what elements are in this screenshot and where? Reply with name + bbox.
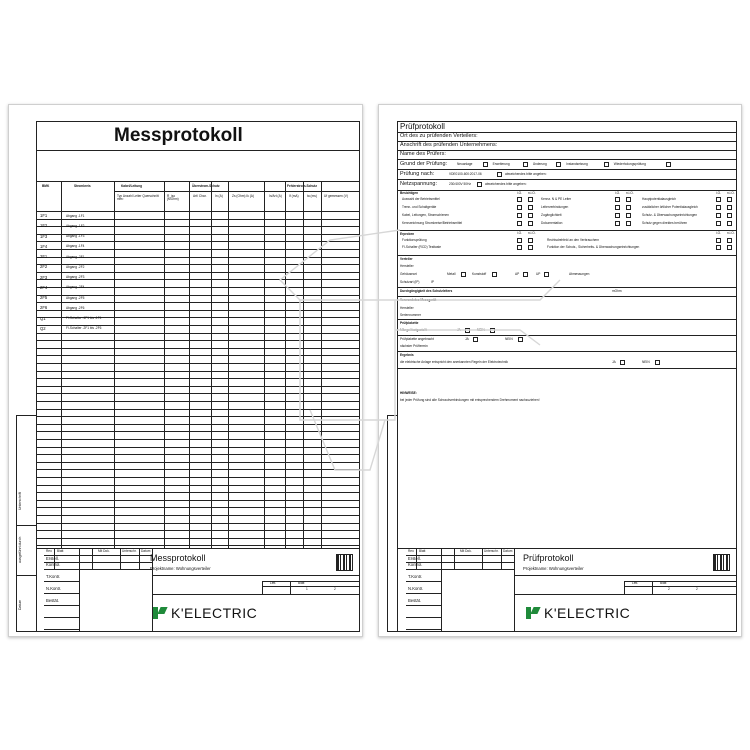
footer-lett: Lett. <box>270 581 277 585</box>
table-row-line <box>36 302 360 303</box>
opt-metall: Metall <box>447 272 456 276</box>
opt-nein: NEIN <box>642 360 650 364</box>
opt-up: UP <box>536 272 541 276</box>
checkbox[interactable] <box>604 162 609 167</box>
sub-if: If (mA) <box>289 194 299 198</box>
brand-mark-icon <box>153 606 167 620</box>
field-netzspannung: Netzspannung: <box>400 181 437 187</box>
table-row-line <box>36 310 360 311</box>
field-schutzart: Schutzart (IP) <box>400 280 420 284</box>
section-messgeraet: Verwendetes Messgerät <box>400 298 437 302</box>
checkbox[interactable] <box>528 238 533 243</box>
table-row-line <box>36 241 360 242</box>
footer-head: Datum <box>141 549 151 553</box>
field-name: Name des Prüfers: <box>400 151 446 157</box>
row-desc: Abgang -1F4 <box>66 244 85 249</box>
row-desc: Abgang -2F5 <box>66 295 85 300</box>
row-bmk: Q2 <box>40 325 46 331</box>
sub-ugemessen: Uf gemessen (V) <box>324 194 348 198</box>
table-col-line <box>114 181 115 548</box>
checkbox[interactable] <box>518 337 523 342</box>
besichtigen-item: Zugänglichkeit <box>541 213 562 217</box>
besichtigen-item: Leiterverbindungen <box>541 205 569 209</box>
checkbox[interactable] <box>523 272 528 277</box>
table-row-line <box>36 393 360 394</box>
row-desc: Abgang -1F2 <box>66 223 85 228</box>
form-line <box>397 150 737 151</box>
checkbox[interactable] <box>727 221 732 226</box>
section-hinweise: HINWEISE: <box>400 391 417 395</box>
col-fehlerstrom: Fehlerstrom-Schutz <box>287 184 317 188</box>
table-row-line <box>36 348 360 349</box>
io-header: i.O. <box>517 231 522 235</box>
form-line <box>397 368 737 369</box>
io-header: i.O. <box>716 231 721 235</box>
row-bmk: 1F2 <box>40 223 48 229</box>
row-bmk: 1F3 <box>40 233 48 239</box>
checkbox[interactable] <box>523 162 528 167</box>
table-row-line <box>36 279 360 280</box>
opt-ja: JA <box>465 337 469 341</box>
footer-row-label: T.Kontr. <box>408 574 423 579</box>
checkbox[interactable] <box>517 238 522 243</box>
footer-row-label: N.Kontr. <box>408 586 424 591</box>
checkbox[interactable] <box>517 197 522 202</box>
footer-head: Datum <box>503 549 513 553</box>
footer-row-label: Erstell. <box>408 556 421 561</box>
grund-option: Neuanlage <box>457 162 473 166</box>
erproben-item: Funktionsprüfung <box>402 238 427 242</box>
form-line <box>397 335 737 336</box>
footer-row-label: Kontrol. <box>46 562 61 567</box>
form-line <box>397 287 737 288</box>
footer-row-label: N.Kontr. <box>46 586 62 591</box>
table-col-line <box>164 181 165 548</box>
grund-option: Änderung <box>533 162 547 166</box>
checkbox[interactable] <box>655 360 660 365</box>
row-desc: Abgang -1F1 <box>66 213 85 218</box>
field-naechster: nächster Prüftermin <box>400 344 428 348</box>
table-col-line <box>303 181 304 548</box>
checkbox[interactable] <box>473 337 478 342</box>
checkbox[interactable] <box>716 221 721 226</box>
table-row-line <box>36 272 360 273</box>
row-desc: Abgang -2F3 <box>66 275 85 280</box>
table-bottom <box>36 548 360 549</box>
table-row-line <box>36 500 360 501</box>
footer-row-label: T.Kontr. <box>46 574 61 579</box>
table-col-line <box>228 181 229 548</box>
messprotokoll-sheet <box>8 104 363 637</box>
opt-kunststoff: Kunststoff <box>472 272 487 276</box>
io-header: i.O. <box>517 191 522 195</box>
sub-typ: Typ Anzahl Leiter Querschnitt mm² <box>117 194 159 202</box>
row-bmk: 2F1 <box>40 254 48 260</box>
row-desc: Abgang -2F1 <box>66 254 85 259</box>
field-grund: Grund der Prüfung: <box>400 161 448 167</box>
pruefprotokoll-sheet <box>378 104 742 637</box>
io-header: n.i.O. <box>626 191 634 195</box>
qr-code <box>336 554 353 571</box>
field-ort: Ort des zu prüfenden Verteilers: <box>400 133 478 139</box>
table-row-line <box>36 363 360 364</box>
footer-head: Blatt <box>57 549 64 553</box>
footer-blatt-total: 2 <box>334 587 336 591</box>
sub-ta: ta (ms) <box>307 194 317 198</box>
io-header: n.i.O. <box>727 231 735 235</box>
io-header: n.i.O. <box>528 231 536 235</box>
footer-row-label: Kontrol. <box>408 562 423 567</box>
field-abmessungen: Abmessungen <box>569 272 590 276</box>
checkbox[interactable] <box>727 205 732 210</box>
table-row-line <box>36 538 360 539</box>
erproben-item: FI-Schalter (RCD) Testtaste <box>402 245 442 249</box>
table-row-line <box>36 462 360 463</box>
field-pruefung-nach: Prüfung nach: <box>400 171 435 177</box>
ip-value: IP <box>431 280 435 284</box>
checkbox[interactable] <box>461 272 466 277</box>
brand-logo: K'ELECTRIC <box>153 605 257 621</box>
io-header: n.i.O. <box>727 191 735 195</box>
table-row-line <box>36 416 360 417</box>
field-gehaeuseart: Gehäuseart <box>400 272 417 276</box>
qr-code <box>713 554 730 571</box>
footer-lett: Lett. <box>632 581 639 585</box>
table-row-line <box>36 340 360 341</box>
checkbox[interactable] <box>716 197 721 202</box>
row-desc: Abgang -1F3 <box>66 234 85 239</box>
row-bmk: 1F4 <box>40 243 48 249</box>
table-row-line <box>36 492 360 493</box>
sub-riso: R_iso (MOhm) <box>167 194 179 202</box>
io-header: i.O. <box>716 191 721 195</box>
table-row-line <box>36 515 360 516</box>
checkbox[interactable] <box>716 205 721 210</box>
checkbox[interactable] <box>490 328 495 333</box>
field-hersteller: Hersteller <box>400 264 414 268</box>
row-desc: FI-Schalter -1F1 bis -1F4 <box>66 316 102 321</box>
table-row-line <box>36 355 360 356</box>
section-verteiler: Verteiler <box>400 257 413 261</box>
side-label-datum: Datum <box>18 599 22 610</box>
opt-nein: NEIN <box>477 328 485 332</box>
checkbox[interactable] <box>483 162 488 167</box>
side-label-ausgefuehrt: ausgeführt durch <box>18 536 22 563</box>
footer-blatt: Blatt <box>660 581 667 585</box>
section-durchgaengigkeit: Durchgängigkeit des Schutzleiters <box>400 289 453 293</box>
besichtigen-item: Hauptpotentialausgleich <box>642 197 677 201</box>
opt-ja: JA <box>612 360 616 364</box>
col-kabel: Kabel/Leitung <box>121 184 143 188</box>
opt-ja: JA <box>457 328 461 332</box>
footer-head: Mit Dok. <box>460 549 472 553</box>
checkbox[interactable] <box>615 197 620 202</box>
checkbox[interactable] <box>716 238 721 243</box>
page-title: Messprotokoll <box>114 125 243 146</box>
table-row-line <box>36 439 360 440</box>
checkbox[interactable] <box>528 245 533 250</box>
form-line <box>397 230 737 231</box>
footer-title: Messprotokoll <box>150 553 206 563</box>
table-row-line <box>36 386 360 387</box>
checkbox[interactable] <box>727 213 732 218</box>
sub-in2: In/Art (A) <box>269 194 282 198</box>
row-bmk: Q1 <box>40 315 46 321</box>
checkbox[interactable] <box>626 213 631 218</box>
table-row-line <box>36 234 360 235</box>
side-strip <box>16 415 36 632</box>
row-desc: Abgang -2F4 <box>66 285 85 290</box>
row-bmk: 2F3 <box>40 274 48 280</box>
footer-row-label: Bestät. <box>408 598 422 603</box>
form-line <box>397 255 737 256</box>
form-line <box>397 169 737 170</box>
section-erproben: Erproben <box>400 232 415 236</box>
table-row-line <box>36 545 360 546</box>
table-row-line <box>36 507 360 508</box>
footer-head: Unterschr. <box>484 549 499 553</box>
col-ueberstrom: Überstrom-Schutz <box>192 184 220 188</box>
form-line <box>397 319 737 320</box>
besichtigen-item: Schutz gegen direktes berühren <box>642 221 688 225</box>
footer-blatt-num: 2 <box>668 587 670 591</box>
spannung-value: 230/400V 50Hz <box>449 182 471 186</box>
form-line <box>397 190 737 191</box>
form-line <box>397 548 737 549</box>
row-bmk: 2F4 <box>40 284 48 290</box>
footer-head: Mit Dok. <box>98 549 110 553</box>
form-line <box>397 296 737 297</box>
checkbox[interactable] <box>465 328 470 333</box>
grund-option: Instandsetzung <box>566 162 588 166</box>
row-desc: Abgang -2F6 <box>66 305 85 310</box>
footer-title: Prüfprotokoll <box>523 553 574 563</box>
besichtigen-item: Kennzeichnung Stromkreise/Betriebsmittel <box>402 221 463 225</box>
footer-head: Rev. <box>46 549 53 553</box>
besichtigen-item: Kabel, Leitungen, Stromschienen <box>402 213 449 217</box>
table-row-line <box>36 424 360 425</box>
hinweise-text: bei jeder Prüfung sind alle Schraubverbindungen mit entsprechendem Drehmoment nachzuziehen! <box>400 398 540 402</box>
abweichend-label: abweichendes bitte angeben: <box>505 172 547 176</box>
checkbox[interactable] <box>497 172 502 177</box>
checkbox[interactable] <box>626 205 631 210</box>
checkbox[interactable] <box>626 197 631 202</box>
checkbox[interactable] <box>517 213 522 218</box>
table-row-line <box>36 477 360 478</box>
checkbox[interactable] <box>727 197 732 202</box>
section-besichtigen: Besichtigen <box>400 191 419 195</box>
abweichend2-label: abweichendes bitte angeben: <box>485 182 527 186</box>
row-desc: FI-Schalter -2F1 bis -2F6 <box>66 326 102 331</box>
table-col-line <box>285 181 286 548</box>
field-seriennummer: Seriennummer <box>400 313 421 317</box>
side-label-unterschrift: Unterschrift <box>18 492 22 510</box>
checkbox[interactable] <box>620 360 625 365</box>
footer-project: Projektname: Wohnungsverteiler <box>523 566 584 571</box>
table-row-line <box>36 249 360 250</box>
footer-head: Rev. <box>408 549 415 553</box>
table-row-line <box>36 447 360 448</box>
grund-option: Wiederholungsprüfung <box>613 162 646 166</box>
footer-blatt-num: 1 <box>306 587 308 591</box>
checkbox[interactable] <box>528 205 533 210</box>
table-col-line <box>61 181 62 548</box>
side-strip <box>387 415 397 632</box>
table-row-line <box>36 371 360 372</box>
erproben-item: Funktion der Schutz-, Sicherheits- & Überwachungseinrichtungen <box>547 245 640 249</box>
brand-mark-icon <box>526 606 540 620</box>
besichtigen-item: Kennz. N & PE Leiter <box>541 197 572 201</box>
sub-in: In (A) <box>215 194 223 198</box>
checkbox[interactable] <box>716 245 721 250</box>
opt-nein: NEIN <box>505 337 513 341</box>
besichtigen-item: Auswahl der Betriebsmittel <box>402 197 440 201</box>
section-pruefplakette: Prüfplakette <box>400 321 419 325</box>
ohm-unit: mOhm <box>612 289 622 293</box>
table-row-line <box>36 378 360 379</box>
checkbox[interactable] <box>556 162 561 167</box>
table-col-line <box>321 181 322 548</box>
io-header: i.O. <box>615 191 620 195</box>
table-row-line <box>36 264 360 265</box>
besichtigen-item: Schutz- & Überwachungseinrichtungen <box>642 213 698 217</box>
form-line <box>397 159 737 160</box>
footer-head: Blatt <box>419 549 426 553</box>
checkbox[interactable] <box>615 205 620 210</box>
col-stromkreis: Stromkreis <box>74 184 91 188</box>
checkbox[interactable] <box>517 205 522 210</box>
sub-zs: Zs (Ohm) Ik (A) <box>232 194 254 198</box>
row-bmk: 2F5 <box>40 295 48 301</box>
table-row-line <box>36 454 360 455</box>
table-row-line <box>36 523 360 524</box>
field-anschrift: Anschrift des prüfenden Unternehmens: <box>400 142 498 148</box>
field-plakette: Prüfplakette angebracht <box>400 337 434 341</box>
opt-ap: AP <box>515 272 520 276</box>
checkbox[interactable] <box>517 245 522 250</box>
footer-row-label: Bestät. <box>46 598 60 603</box>
row-desc: Abgang -2F2 <box>66 264 85 269</box>
table-col-line <box>189 181 190 548</box>
col-bmk: BMK <box>42 184 50 188</box>
norm-value: VDE0100-600:2017-06 <box>449 172 482 176</box>
grund-option: Erweiterung <box>492 162 510 166</box>
table-row-line <box>36 485 360 486</box>
footer-project: Projektname: Wohnungsverteiler <box>150 566 211 571</box>
table-row-line <box>36 295 360 296</box>
checkbox[interactable] <box>544 272 549 277</box>
checkbox[interactable] <box>528 213 533 218</box>
besichtigen-item: Dokumentation <box>541 221 563 225</box>
checkbox[interactable] <box>615 213 620 218</box>
checkbox[interactable] <box>716 213 721 218</box>
checkbox[interactable] <box>626 221 631 226</box>
checkbox[interactable] <box>477 182 482 187</box>
checkbox[interactable] <box>727 245 732 250</box>
brand-logo: K'ELECTRIC <box>526 605 630 621</box>
table-row-line <box>36 409 360 410</box>
erproben-item: Rechtsdrehfeld an den Verbrauchern <box>547 238 600 242</box>
checkbox[interactable] <box>666 162 671 167</box>
footer-blatt-total: 2 <box>696 587 698 591</box>
checkbox[interactable] <box>492 272 497 277</box>
table-row-line <box>36 530 360 531</box>
row-bmk: 1F1 <box>40 213 48 218</box>
besichtigen-item: Trenn- und Schaltgeräte <box>402 205 437 209</box>
footer-head: Unterschr. <box>122 549 137 553</box>
checkbox[interactable] <box>615 221 620 226</box>
field-hersteller2: Hersteller <box>400 306 414 310</box>
table-row-line <box>36 401 360 402</box>
row-bmk: 2F2 <box>40 264 48 270</box>
sub-art: Art/ Char. <box>193 194 207 198</box>
section-ergebnis: Ergebnis <box>400 353 414 357</box>
table-row-line <box>36 219 360 220</box>
table-col-line <box>264 181 265 548</box>
field-maengel: Mängel festgestellt <box>400 328 427 332</box>
table-col-line <box>211 181 212 548</box>
table-row-line <box>36 431 360 432</box>
ergebnis-text: die elektrische Anlage entspricht den anerkannten Regeln der Elektrotechnik <box>400 360 508 364</box>
footer-row-label: Erstell. <box>46 556 59 561</box>
form-line <box>397 179 737 180</box>
form-title: Prüfprotokoll <box>400 122 445 131</box>
row-bmk: 2F6 <box>40 305 48 311</box>
checkbox[interactable] <box>528 197 533 202</box>
io-header: n.i.O. <box>528 191 536 195</box>
footer-blatt: Blatt <box>298 581 305 585</box>
besichtigen-item: zusätzlicher örtlicher Potentialausgleich <box>642 205 698 209</box>
form-line <box>397 351 737 352</box>
table-row-line <box>36 333 360 334</box>
checkbox[interactable] <box>727 238 732 243</box>
checkbox[interactable] <box>517 221 522 226</box>
checkbox[interactable] <box>528 221 533 226</box>
table-row-line <box>36 469 360 470</box>
